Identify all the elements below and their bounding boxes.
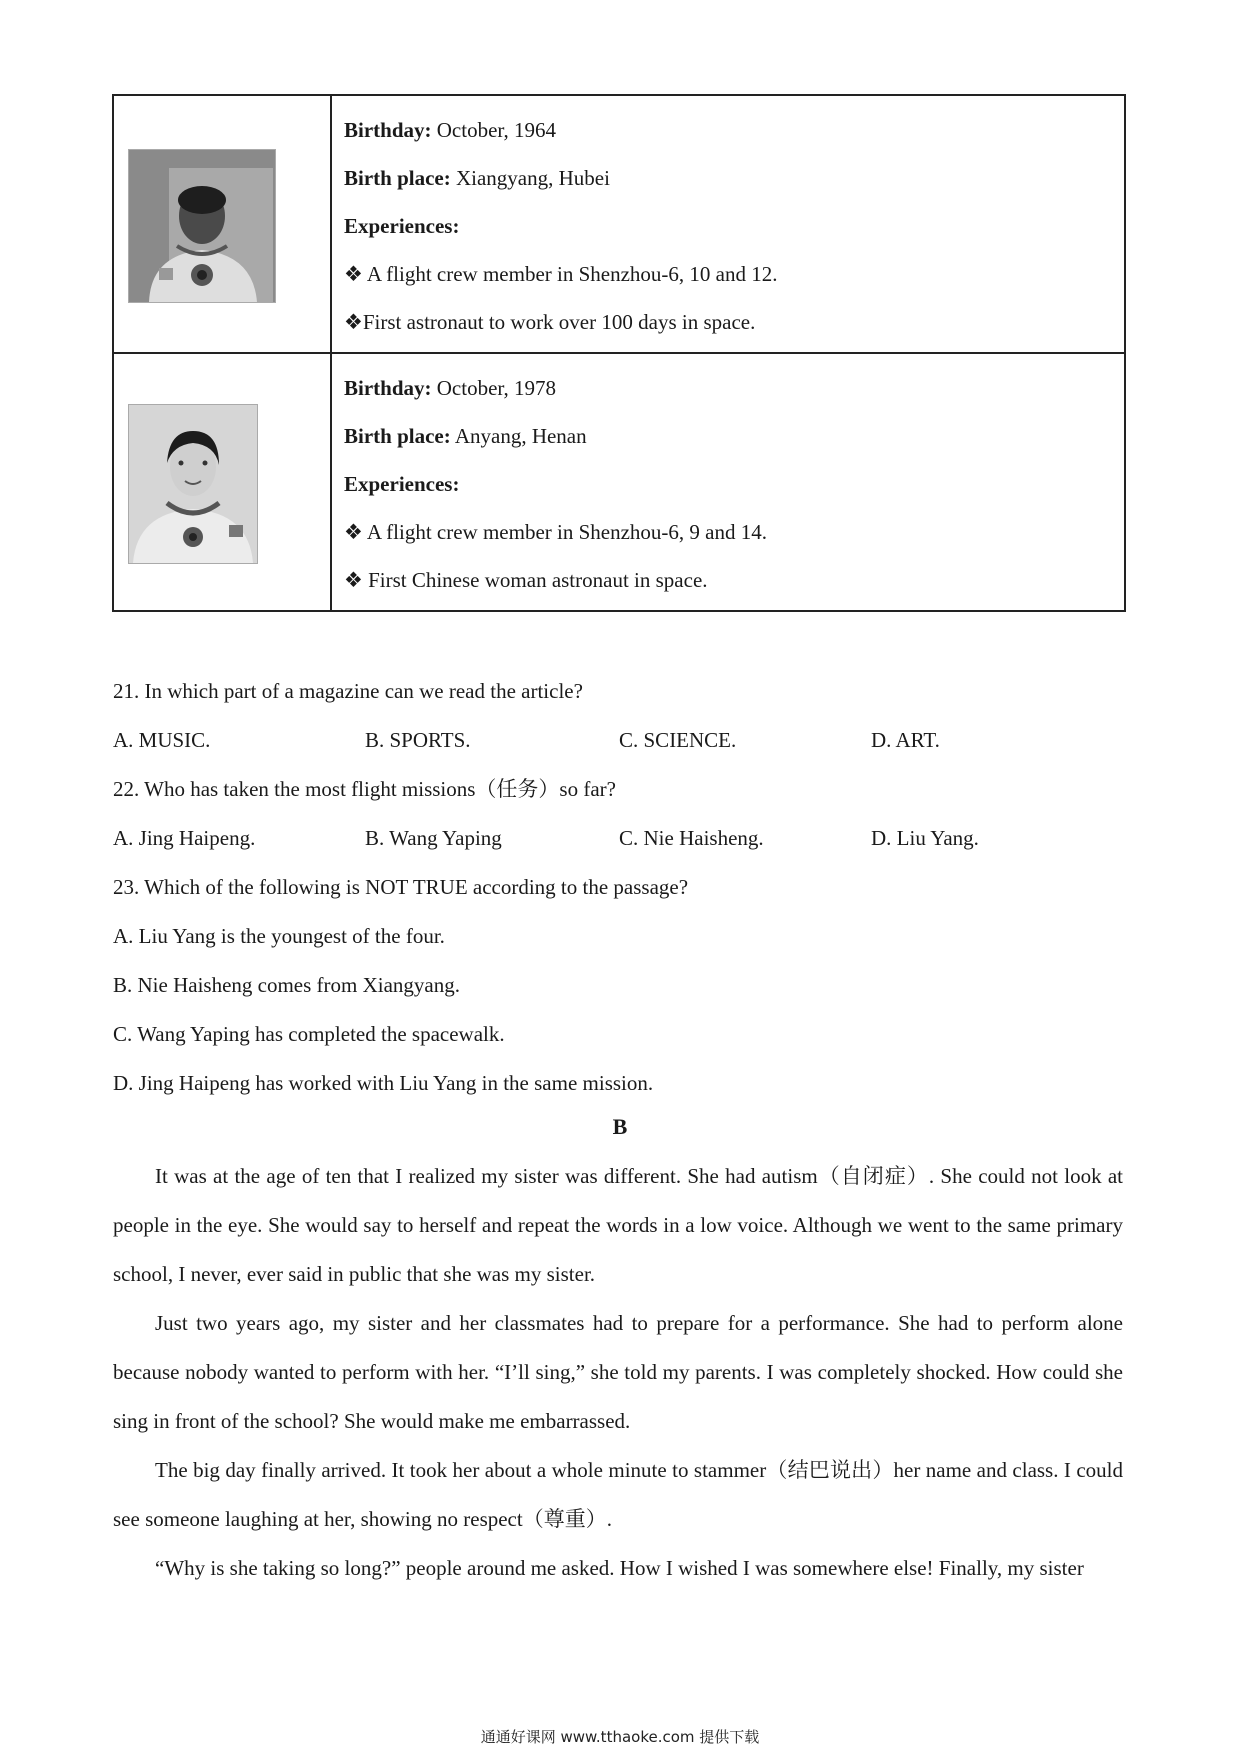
astronaut-row-2 [113,353,1125,611]
astronaut-info-cell [331,353,1125,611]
question-stem-22: 22. Who has taken the most flight missions（任务）so far? [113,777,616,801]
option-b: B. SPORTS. [365,728,471,752]
passage-b [113,1152,1123,1593]
experiences-label: Experiences: [344,472,460,496]
birthplace-label: Birth place: [344,166,451,190]
experiences-heading [344,460,1112,508]
birthplace-line [344,154,1112,202]
experiences-heading [344,202,1112,250]
astronaut-portrait-icon [129,405,257,563]
option-c: C. Nie Haisheng. [619,826,764,850]
birthday-value: October, 1964 [436,118,557,142]
birthday-value: October, 1978 [436,376,557,400]
option-c: C. SCIENCE. [619,728,737,752]
experiences-label: Experiences: [344,214,460,238]
experience-item: ❖ First Chinese woman astronaut in space. [344,568,708,592]
astronaut-info-cell [331,95,1125,353]
birthday-label: Birthday: [344,118,432,142]
experience-item: ❖ A flight crew member in Shenzhou-6, 9 and 14. [344,520,767,544]
passage-paragraph: Just two years ago, my sister and her classmates had to prepare for a performance. She had to perform alone because nobody wanted to perform with her. “I’ll sing,” she told my parents. I was completely shocked. How could she sing in front of the school? She would make me embarrassed. [113,1311,1123,1433]
astronaut-table [112,94,1126,612]
astronaut-row-1 [113,95,1125,353]
birthplace-value: Anyang, Henan [454,424,587,448]
option-b: B. Nie Haisheng comes from Xiangyang. [113,973,461,997]
option-a: A. Liu Yang is the youngest of the four. [113,924,445,948]
birthday-label: Birthday: [344,376,432,400]
astronaut-photo-1 [128,149,276,303]
option-b: B. Wang Yaping [365,826,502,850]
astronaut-photo-cell [113,95,331,353]
birthday-line [344,106,1112,154]
passage-paragraph: “Why is she taking so long?” people around me asked. How I wished I was somewhere else! Finally, my sister [155,1556,1084,1580]
section-b-title: B [612,1114,628,1139]
options-row-21 [113,716,1123,765]
birthplace-label: Birth place: [344,424,451,448]
birthday-line [344,364,1112,412]
astronaut-photo-2 [128,404,258,564]
options-row-22 [113,814,1123,863]
option-a: A. MUSIC. [113,728,211,752]
birthplace-line [344,412,1112,460]
passage-paragraph: It was at the age of ten that I realized my sister was different. She had autism（自闭症）. She could not look at people in the eye. She would say to herself and repeat the words in a low voice. Although we went to the same primary school, I never, ever said in public that she was my sister. [113,1164,1123,1286]
option-d: D. Liu Yang. [871,826,979,850]
passage-paragraph: The big day finally arrived. It took her about a whole minute to stammer（结巴说出）her name and class. I could see someone laughing at her, showing no respect（尊重）. [113,1458,1123,1531]
option-d: D. Jing Haipeng has worked with Liu Yang in the same mission. [113,1071,654,1095]
astronaut-portrait-icon [129,150,275,302]
option-a: A. Jing Haipeng. [113,826,256,850]
birthplace-value: Xiangyang, Hubei [455,166,610,190]
question-stem-21: 21. In which part of a magazine can we read the article? [113,679,583,703]
questions-block [113,667,1123,1108]
option-c: C. Wang Yaping has completed the spacewalk. [113,1022,505,1046]
experience-item: ❖First astronaut to work over 100 days in space. [344,310,756,334]
option-d: D. ART. [871,728,940,752]
astronaut-photo-cell [113,353,331,611]
experience-item: ❖ A flight crew member in Shenzhou-6, 10 and 12. [344,262,778,286]
page-footer: 通通好课网 www.tthaoke.com 提供下载 [480,1728,760,1746]
question-stem-23: 23. Which of the following is NOT TRUE according to the passage? [113,875,689,899]
